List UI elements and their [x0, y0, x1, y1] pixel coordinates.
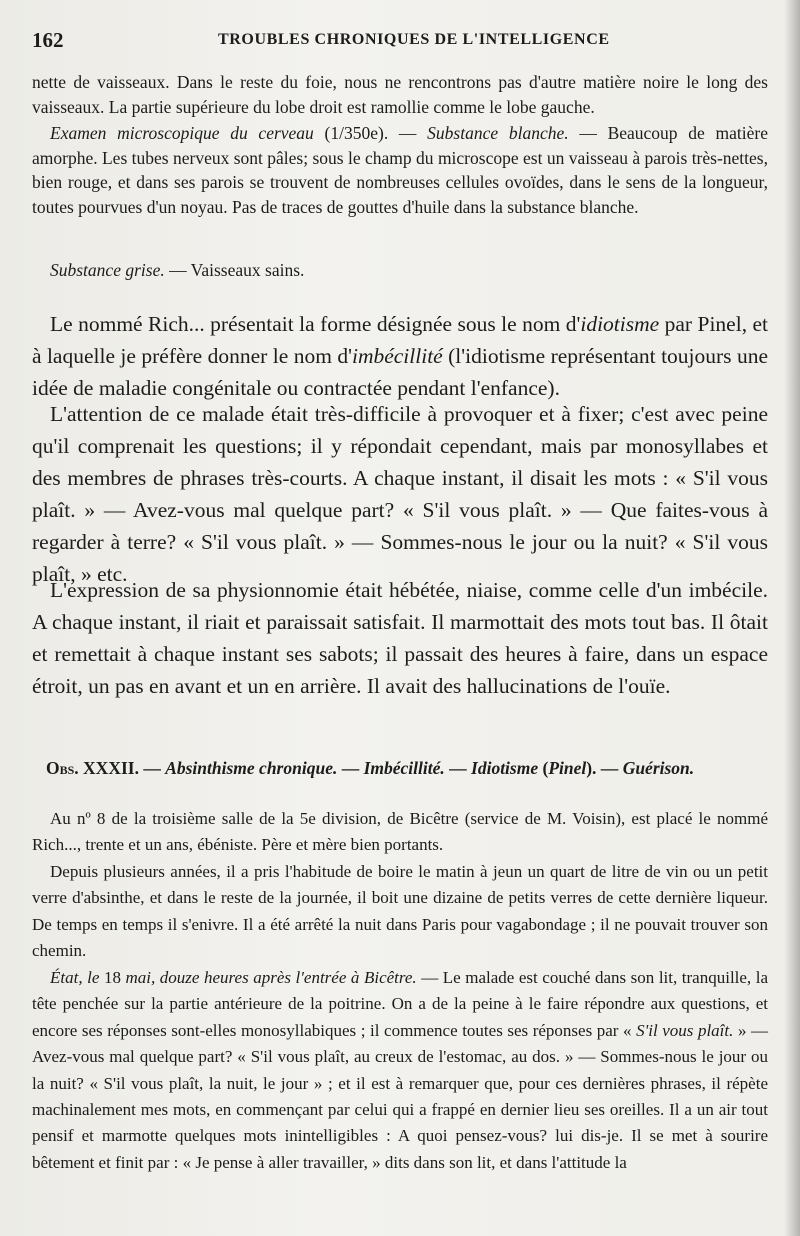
- quoted-phrase: S'il vous plaît.: [636, 1020, 734, 1040]
- observation-heading: [46, 758, 768, 779]
- paragraph-text: » — Avez-vous mal quelque part? « S'il vous plaît, au creux de l'estomac, au dos. » — Sommes-nous le jour ou la nuit? « S'il vous plaît, la nuit, le jour » ; et il est à remarquer que, pour ces dernières phrases, il répète machinalement mes mots, en commençant par celui qui a frappé en dernier lieu ses oreilles. Il a un air tout pensif et marmotte quelques mots inintelligibles : A quoi pensez-vous? lui dis-je. Il se met à sourire bêtement et finit par : « Je pense à aller travailler, » dits dans son lit, et dans l'attitude la: [32, 1020, 769, 1172]
- page-edge-shadow: [784, 0, 800, 1236]
- date-number: 18: [103, 968, 121, 987]
- paragraph-attention: [32, 398, 768, 590]
- date-label: mai, douze heures après l'entrée à Bicêtre.: [120, 968, 417, 987]
- date-label: État, le: [50, 968, 100, 987]
- running-header: [32, 28, 772, 54]
- separator: (: [538, 758, 549, 778]
- observation-title-part: Imbécillité.: [363, 758, 445, 778]
- paragraph-state-may-18: [32, 965, 768, 1176]
- paragraph-idiotism: [32, 308, 768, 404]
- observation-title-part: Guérison.: [622, 758, 695, 778]
- separator: —: [444, 758, 472, 778]
- paragraph-text: nette de vaisseaux. Dans le reste du foie, nous ne rencontrons pas d'autre matière noire le long des vaisseaux. La partie supérieure du lobe droit est ramollie comme le lobe gauche.: [32, 72, 768, 117]
- paragraph-text: Le nommé Rich... présentait la forme désignée sous le nom d': [50, 312, 581, 336]
- paragraph-text: — Vaisseaux sains.: [164, 260, 305, 280]
- paragraph-patient-intro: [32, 806, 768, 859]
- paragraph-drinking-history: [32, 859, 768, 965]
- separator: —: [337, 758, 364, 778]
- paragraph-liver-continuation: [32, 70, 768, 119]
- observation-number: Obs. XXXII.: [46, 758, 139, 778]
- separator: ). —: [586, 758, 623, 778]
- term-imbecillite: imbécillité: [351, 344, 443, 368]
- section-label: Examen microscopique du cerveau: [50, 123, 314, 143]
- magnification: (1/350e). —: [313, 123, 428, 143]
- separator: —: [138, 758, 166, 778]
- paragraph-text: L'expression de sa physionnomie était hébétée, niaise, comme celle d'un imbécile. A chaque instant, il riait et paraissait satisfait. Il marmottait des mots tout bas. Il ôtait et remettait à chaque instant ses sabots; il passait des heures à faire, dans un espace étroit, un pas en avant et un en arrière. Il avait des hallucinations de l'ouïe.: [32, 578, 768, 698]
- paragraph-grey-matter: [32, 258, 768, 283]
- subsection-label: Substance blanche.: [427, 123, 569, 143]
- paragraph-text: — Le malade est couché dans son lit, tranquille, la tête penchée sur la partie antérieure de la poitrine. On a de la peine à le faire répondre aux questions, et encore ses réponses sont-elles monosyllabiques ; il commence toutes ses réponses par «: [32, 968, 768, 1040]
- paragraph-text: (l'idiotisme représentant toujours une idée de maladie congénitale ou contractée pendant l'enfance).: [32, 344, 768, 400]
- term-idiotisme: idiotisme: [580, 312, 660, 336]
- observation-title-part: Absinthisme chronique.: [165, 758, 338, 778]
- observation-title-part: Pinel: [548, 758, 587, 778]
- paragraph-text: Depuis plusieurs années, il a pris l'habitude de boire le matin à jeun un quart de litre de vin ou un petit verre d'absinthe, et dans le reste de la journée, il boit une dizaine de petits verres de cette dernière liqueur. De temps en temps il s'enivre. Il a été arrêté la nuit dans Paris pour vagabondage ; il ne pouvait trouver son chemin.: [32, 862, 768, 961]
- page-number: 162: [32, 28, 64, 52]
- running-title: TROUBLES CHRONIQUES DE L'INTELLIGENCE: [218, 31, 610, 48]
- subsection-label: Substance grise.: [50, 260, 165, 280]
- paragraph-text: — Beaucoup de matière amorphe. Les tubes nerveux sont pâles; sous le champ du microscope est un vaisseau à parois très-nettes, bien rouge, et dans ses parois se trouvent de nombreuses cellules ovoïdes, dans le sens de la longueur, toutes pourvues d'un noyau. Pas de traces de gouttes d'huile dans la substance blanche.: [32, 123, 768, 217]
- paragraph-text: Au nº 8 de la troisième salle de la 5e division, de Bicêtre (service de M. Voisin), est placé le nommé Rich..., trente et un ans, ébéniste. Père et mère bien portants.: [32, 809, 768, 855]
- paragraph-text: L'attention de ce malade était très-difficile à provoquer et à fixer; c'est avec peine qu'il comprenait les questions; il y répondait cependant, mais par monosyllabes et des membres de phrases très-courts. A chaque instant, il disait les mots : « S'il vous plaît. » — Avez-vous mal quelque part? « S'il vous plaît. » — Que faites-vous à regarder à terre? « S'il vous plaît. » — Sommes-nous le jour ou la nuit? « S'il vous plaît, » etc.: [32, 402, 768, 586]
- paragraph-microscopic-exam: [32, 121, 768, 219]
- paragraph-text: par Pinel, et à laquelle je préfère donner le nom d': [32, 312, 769, 368]
- observation-title-part: Idiotisme: [471, 758, 539, 778]
- paragraph-expression: [32, 574, 768, 702]
